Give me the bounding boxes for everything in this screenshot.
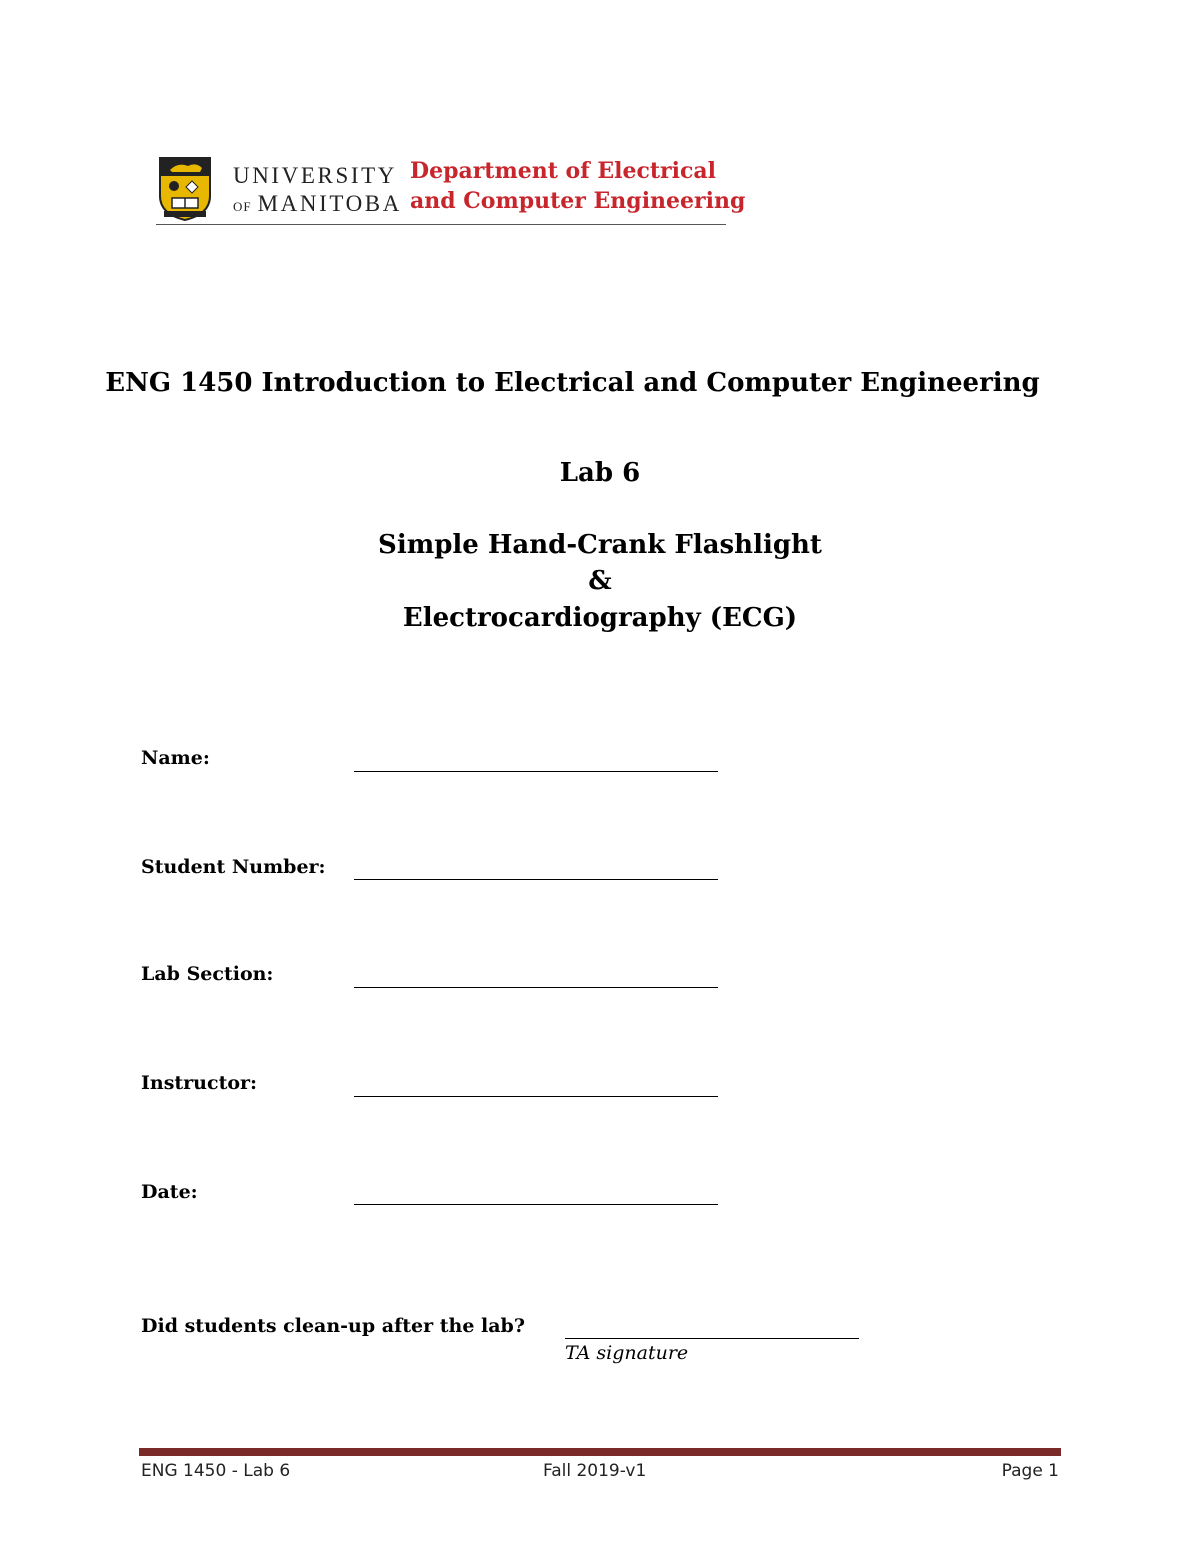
date-field[interactable] (354, 1204, 718, 1205)
footer-page-number: Page 1 (1001, 1461, 1059, 1481)
lab-subtitle-line2: Electrocardiography (ECG) (402, 603, 798, 633)
name-label: Name: (141, 747, 210, 769)
university-of: OF (233, 199, 252, 214)
ta-signature-label: TA signature (565, 1342, 689, 1364)
lab-subtitle-line1: Simple Hand-Crank Flashlight (378, 530, 822, 560)
student-number-field[interactable] (354, 879, 718, 880)
university-name-line1: UNIVERSITY (233, 163, 397, 188)
department-name-line1: Department of Electrical (410, 158, 716, 184)
lab-number: Lab 6 (559, 458, 641, 488)
lab-section-label: Lab Section: (141, 963, 274, 985)
instructor-label: Instructor: (141, 1072, 258, 1094)
student-number-label: Student Number: (141, 856, 326, 878)
department-name-line2: and Computer Engineering (410, 188, 746, 214)
university-name-line2 (233, 191, 402, 217)
lab-section-field[interactable] (354, 987, 718, 988)
course-title: ENG 1450 Introduction to Electrical and Computer Engineering (105, 368, 1040, 398)
lab-subtitle-ampersand: & (588, 566, 612, 596)
header-divider (156, 224, 726, 225)
instructor-field[interactable] (354, 1096, 718, 1097)
university-manitoba: MANITOBA (257, 191, 402, 216)
ta-signature-field[interactable] (565, 1338, 859, 1339)
footer-divider (139, 1448, 1061, 1456)
cleanup-question: Did students clean-up after the lab? (141, 1315, 525, 1337)
footer-term: Fall 2019-v1 (543, 1461, 647, 1481)
date-label: Date: (141, 1181, 198, 1203)
footer-course: ENG 1450 - Lab 6 (141, 1461, 291, 1481)
name-field[interactable] (354, 771, 718, 772)
university-crest-icon (158, 156, 212, 222)
